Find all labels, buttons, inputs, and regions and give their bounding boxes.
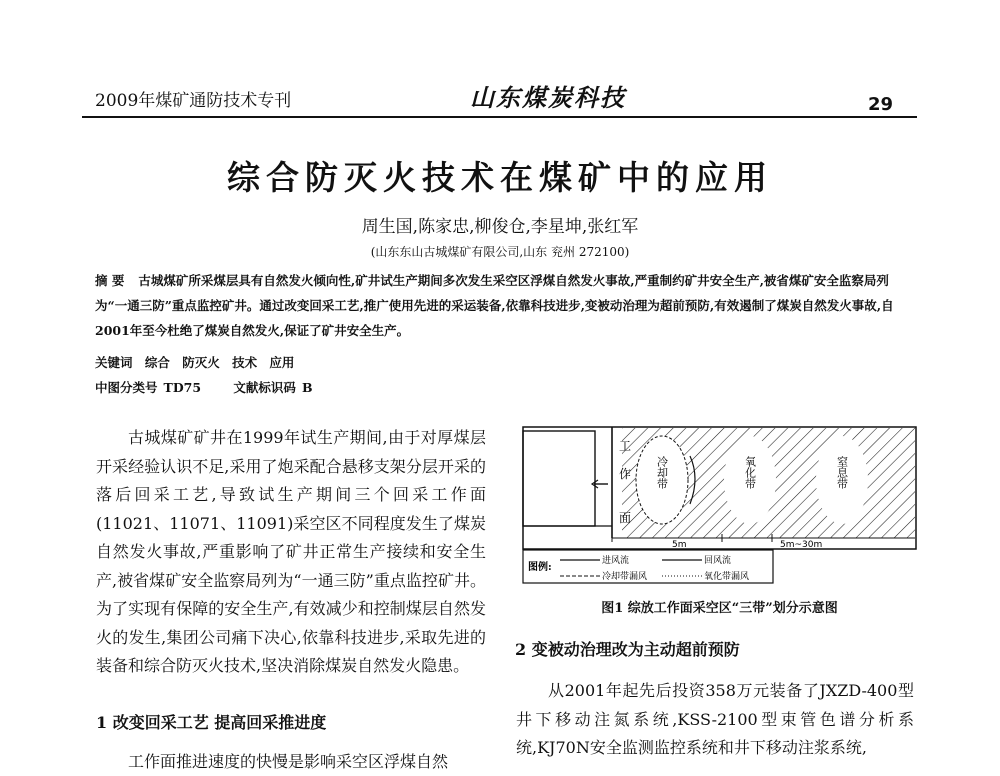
- doc-code-value: B: [301, 380, 313, 395]
- affiliation: (山东东山古城煤矿有限公司,山东 兖州 272100): [370, 245, 630, 259]
- section-1-heading: 1 改变回采工艺 提高回采推进度: [96, 713, 327, 732]
- section-1-partial-line: 工作面推进速度的快慢是影响采空区浮煤自然: [128, 752, 449, 771]
- section-2-heading: 2 变被动治理改为主动超前预防: [515, 640, 740, 659]
- intro-paragraph: 古城煤矿矿井在1999年试生产期间,由于对厚煤层开采经验认识不足,采用了炮采配合悬移支架分层开采的落后回采工艺,导致试生产期间三个回采工作面(11021、11071、11091)采空区不同程度发生了煤炭自然发火事故,严重影响了矿井正常生产接续和安全生产,被省煤矿安全监察局列为“一通三防”重点监控矿井。为了实现有保障的安全生产,有效减少和控制煤层自然发火的发生,集团公司痛下决心,依靠科技进步,采取先进的装备和综合防灭火技术,坚决消除煤炭自然发火隐患。: [96, 428, 486, 675]
- figure-caption: 图1 综放工作面采空区“三带”划分示意图: [601, 601, 838, 616]
- work-face-char-2: 作: [619, 467, 632, 481]
- page-number: 29: [868, 94, 894, 115]
- journal-issue: 2009年煤矿通防技术专刊: [95, 91, 292, 111]
- abstract-text: 古城煤矿所采煤层具有自然发火倾向性,矿井试生产期间多次发生采空区浮煤自然发火事故,严重制约矿井安全生产,被省煤矿安全监察局列为“一通三防”重点监控矿井。通过改变回采工艺,推广使用先进的采运装备,依靠科技进步,变被动治理为超前预防,有效遏制了煤炭自然发火事故,自2001年至今杜绝了煤炭自然发火,保证了矿井安全生产。: [95, 273, 894, 338]
- suffocation-zone-label: 窒息带: [835, 456, 849, 489]
- body-left-column: [96, 424, 486, 681]
- cooling-zone-label: 冷却带: [655, 456, 669, 489]
- legend-return: 回风流: [704, 556, 732, 566]
- roadway-outline: [523, 431, 595, 526]
- clc-label: 中图分类号: [95, 380, 158, 395]
- legend-intake: 进风流: [602, 556, 630, 566]
- classification: [95, 378, 319, 396]
- header-rule: [82, 116, 917, 118]
- doc-code-label: 文献标识码: [233, 380, 296, 395]
- journal-logo: 山东煤炭科技: [470, 83, 626, 112]
- oxidation-zone-label: 氧化带: [743, 456, 757, 489]
- legend-cooling-leak: 冷却带漏风: [602, 572, 648, 582]
- clc-value: TD75: [163, 380, 202, 395]
- legend-label: 图例:: [528, 562, 552, 573]
- section-1-text-clipped: [96, 748, 486, 771]
- legend-oxidation-leak: 氧化带漏风: [704, 572, 750, 582]
- keywords-text: 综合 防灭火 技术 应用: [144, 355, 295, 370]
- distance-label-1: 5m: [672, 540, 687, 550]
- abstract: [95, 268, 915, 343]
- keywords-label: 关键词: [95, 355, 133, 370]
- paper-title: 综合防灭火技术在煤矿中的应用: [227, 158, 773, 197]
- keywords: [95, 353, 294, 371]
- distance-label-2: 5m~30m: [780, 540, 823, 550]
- body-right-column: [516, 677, 914, 763]
- three-zones-diagram: [522, 426, 917, 586]
- work-face-char-1: 工: [619, 439, 632, 453]
- authors: 周生国,陈家忠,柳俊仓,李星坤,张红军: [361, 217, 639, 237]
- section-2-paragraph: 从2001年起先后投资358万元装备了JXZD-400型井下移动注氮系统,KSS-2100型束管色谱分析系统,KJ70N安全监测监控系统和井下移动注浆系统,: [516, 681, 914, 757]
- work-face-char-3: 面: [619, 511, 632, 525]
- abstract-label: 摘 要: [95, 273, 125, 288]
